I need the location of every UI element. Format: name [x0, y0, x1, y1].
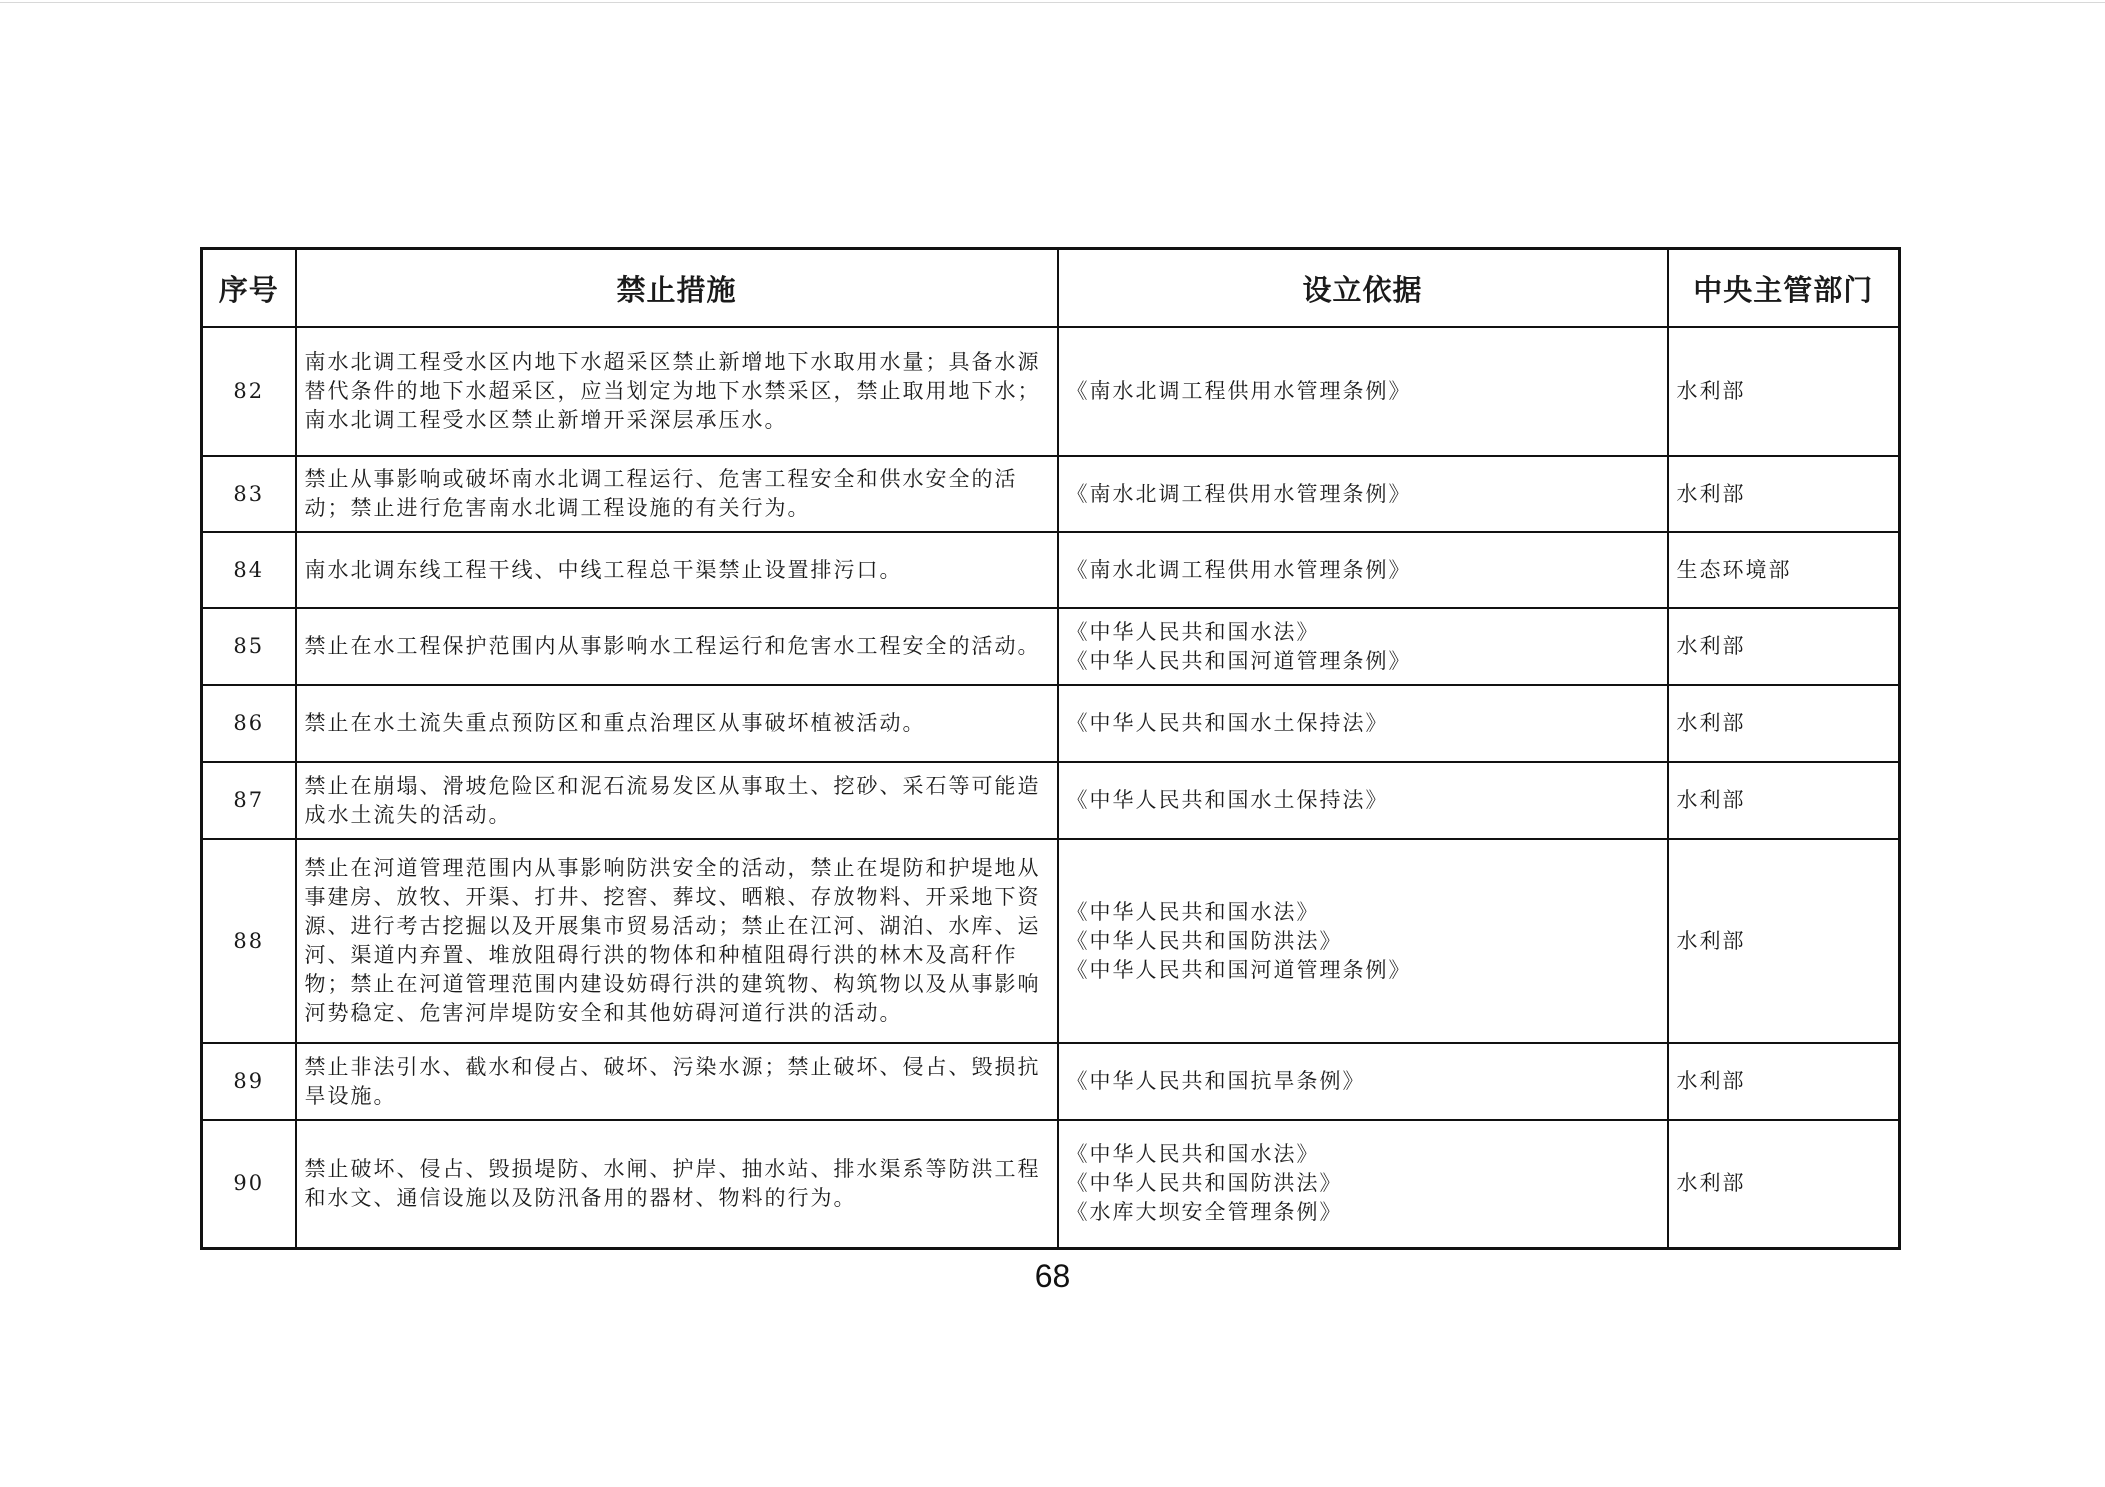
basis-law: 《中华人民共和国抗旱条例》 — [1066, 1069, 1366, 1093]
row-basis — [1058, 1120, 1668, 1248]
header-central-department: 中央主管部门 — [1668, 249, 1900, 328]
row-basis — [1058, 762, 1668, 839]
basis-law: 《中华人民共和国水法》 — [1066, 1142, 1320, 1167]
basis-law: 《水库大坝安全管理条例》 — [1066, 1200, 1343, 1225]
table-row — [202, 608, 1900, 685]
row-basis — [1058, 608, 1668, 685]
basis-law: 《中华人民共和国河道管理条例》 — [1066, 648, 1412, 673]
row-basis — [1058, 456, 1668, 532]
row-department: 水利部 — [1668, 1120, 1900, 1248]
basis-law: 《中华人民共和国水土保持法》 — [1066, 711, 1389, 735]
row-basis — [1058, 1043, 1668, 1120]
header-prohibition-measure: 禁止措施 — [296, 249, 1058, 328]
page-top-edge — [0, 2, 2105, 3]
basis-law: 《南水北调工程供用水管理条例》 — [1066, 557, 1412, 582]
row-basis — [1058, 839, 1668, 1043]
row-serial-number: 89 — [202, 1043, 296, 1120]
row-basis — [1058, 327, 1668, 456]
table-row — [202, 327, 1900, 456]
table-row — [202, 1043, 1900, 1120]
row-measure: 禁止在水土流失重点预防区和重点治理区从事破坏植被活动。 — [296, 685, 1058, 762]
header-serial-number: 序号 — [202, 249, 296, 328]
row-serial-number: 87 — [202, 762, 296, 839]
basis-law: 《中华人民共和国防洪法》 — [1066, 928, 1343, 953]
table-row — [202, 762, 1900, 839]
table-row — [202, 685, 1900, 762]
row-department: 水利部 — [1668, 839, 1900, 1043]
basis-law: 《中华人民共和国水法》 — [1066, 619, 1320, 644]
row-serial-number: 88 — [202, 839, 296, 1043]
row-serial-number: 83 — [202, 456, 296, 532]
row-basis — [1058, 532, 1668, 608]
basis-law: 《中华人民共和国河道管理条例》 — [1066, 957, 1412, 982]
basis-law: 《中华人民共和国水法》 — [1066, 899, 1320, 924]
row-basis — [1058, 685, 1668, 762]
row-serial-number: 84 — [202, 532, 296, 608]
row-department: 水利部 — [1668, 685, 1900, 762]
table-row — [202, 456, 1900, 532]
row-department: 水利部 — [1668, 1043, 1900, 1120]
row-department: 水利部 — [1668, 327, 1900, 456]
page-number: 68 — [1034, 1258, 1071, 1294]
basis-law: 《南水北调工程供用水管理条例》 — [1066, 379, 1412, 403]
row-measure: 南水北调东线工程干线、中线工程总干渠禁止设置排污口。 — [296, 532, 1058, 608]
basis-law: 《南水北调工程供用水管理条例》 — [1066, 481, 1412, 506]
row-serial-number: 90 — [202, 1120, 296, 1248]
row-measure: 禁止在水工程保护范围内从事影响水工程运行和危害水工程安全的活动。 — [296, 608, 1058, 685]
row-measure: 禁止非法引水、截水和侵占、破坏、污染水源；禁止破坏、侵占、毁损抗旱设施。 — [296, 1043, 1058, 1120]
prohibition-measures-table — [200, 247, 1901, 1250]
row-measure: 禁止在崩塌、滑坡危险区和泥石流易发区从事取土、挖砂、采石等可能造成水土流失的活动。 — [296, 762, 1058, 839]
row-measure: 南水北调工程受水区内地下水超采区禁止新增地下水取用水量；具备水源替代条件的地下水超采区，应当划定为地下水禁采区，禁止取用地下水；南水北调工程受水区禁止新增开采深层承压水。 — [296, 327, 1058, 456]
row-department: 水利部 — [1668, 456, 1900, 532]
row-serial-number: 82 — [202, 327, 296, 456]
table-row — [202, 532, 1900, 608]
table-row — [202, 1120, 1900, 1248]
header-legal-basis: 设立依据 — [1058, 249, 1668, 328]
table-row — [202, 839, 1900, 1043]
row-department: 水利部 — [1668, 608, 1900, 685]
row-department: 生态环境部 — [1668, 532, 1900, 608]
row-measure: 禁止在河道管理范围内从事影响防洪安全的活动，禁止在堤防和护堤地从事建房、放牧、开渠、打井、挖窖、葬坟、晒粮、存放物料、开采地下资源、进行考古挖掘以及开展集市贸易活动；禁止在江河、湖泊、水库、运河、渠道内弃置、堆放阻碍行洪的物体和种植阻碍行洪的林木及高秆作物；禁止在河道管理范围内建设妨碍行洪的建筑物、构筑物以及从事影响河势稳定、危害河岸堤防安全和其他妨碍河道行洪的活动。 — [296, 839, 1058, 1043]
row-measure: 禁止从事影响或破坏南水北调工程运行、危害工程安全和供水安全的活动；禁止进行危害南水北调工程设施的有关行为。 — [296, 456, 1058, 532]
basis-law: 《中华人民共和国水土保持法》 — [1066, 788, 1389, 812]
row-department: 水利部 — [1668, 762, 1900, 839]
row-serial-number: 86 — [202, 685, 296, 762]
basis-law: 《中华人民共和国防洪法》 — [1066, 1171, 1343, 1196]
row-measure: 禁止破坏、侵占、毁损堤防、水闸、护岸、抽水站、排水渠系等防洪工程和水文、通信设施以及防汛备用的器材、物料的行为。 — [296, 1120, 1058, 1248]
row-serial-number: 85 — [202, 608, 296, 685]
table-header-row — [202, 249, 1900, 328]
